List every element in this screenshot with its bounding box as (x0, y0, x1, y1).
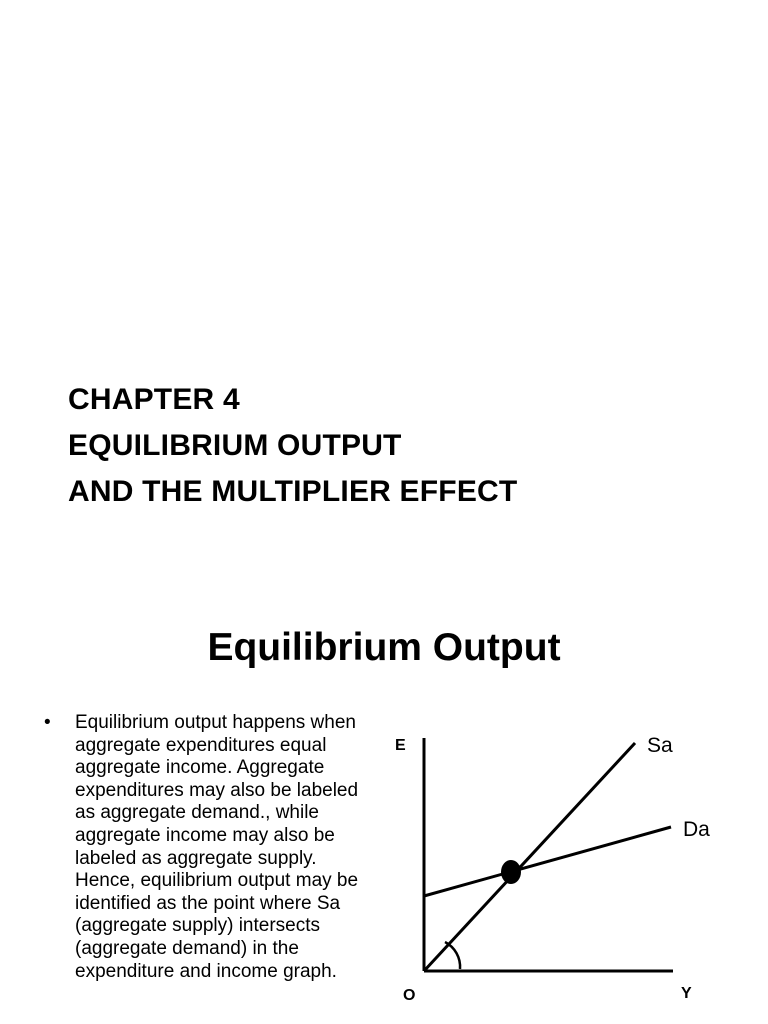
bullet-dot-icon: • (44, 712, 51, 733)
demand-label: Da (683, 818, 710, 841)
origin-label: O (403, 987, 416, 1004)
supply-line (424, 743, 635, 971)
bullet-item (44, 712, 384, 983)
bullet-text: Equilibrium output happens when aggregate expenditures equal aggregate income. Aggregate expenditures may also be labeled as aggregate demand., while aggregate income may also be labeled as aggregate supply. Hence, equilibrium output may be identified as the point where Sa (aggregate supply) intersects (aggregate demand) in the expenditure and income graph. (75, 712, 359, 982)
equilibrium-point (501, 860, 521, 884)
equilibrium-graph (385, 728, 725, 1018)
y-axis-label: E (395, 737, 406, 754)
chapter-number: CHAPTER 4 (68, 383, 240, 416)
chapter-title-line-1: EQUILIBRIUM OUTPUT (68, 429, 402, 462)
chapter-heading (68, 377, 517, 515)
slide-title: Equilibrium Output (207, 626, 561, 669)
supply-label: Sa (647, 734, 673, 757)
chapter-title-line-2: AND THE MULTIPLIER EFFECT (68, 475, 518, 508)
x-axis-label: Y (681, 985, 692, 1002)
